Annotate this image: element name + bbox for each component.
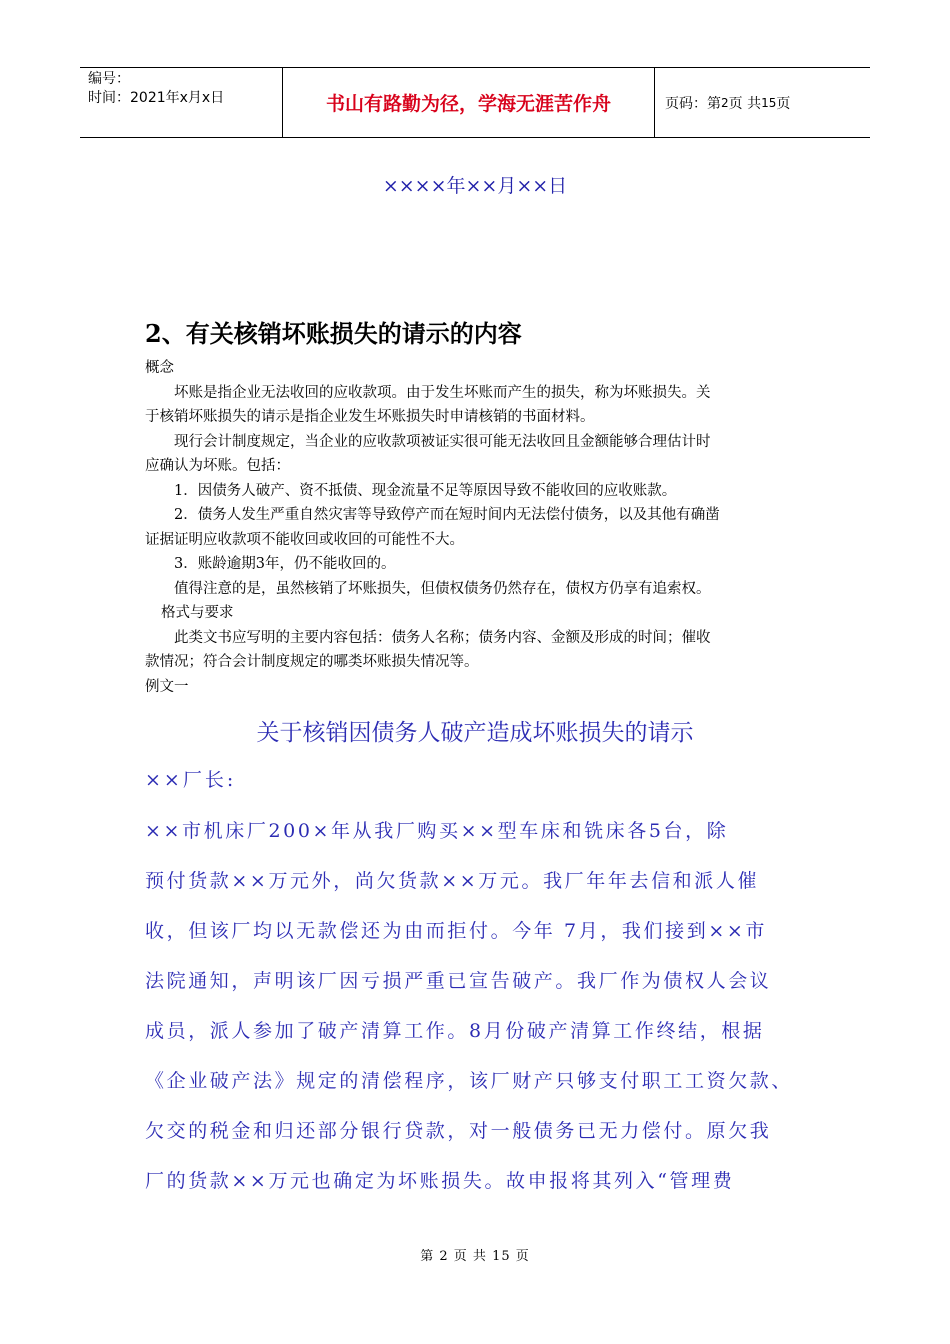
concept-paragraph-1-line-2: 于核销坏账损失的请示是指企业发生坏账损失时申请核销的书面材料。 xyxy=(145,409,595,425)
document-time-label: 时间：2021年x月x日 xyxy=(88,90,225,106)
example-title: 关于核销因债务人破产造成坏账损失的请示 xyxy=(256,720,694,746)
section-title: 2、有关核销坏账损失的请示的内容 xyxy=(145,319,522,348)
header-page-prefix: 页码：第 xyxy=(665,95,721,112)
concept-note: 值得注意的是，虽然核销了坏账损失，但债权债务仍然存在，债权方仍享有追索权。 xyxy=(174,580,711,597)
header-motto: 书山有路勤为径，学海无涯苦作舟 xyxy=(282,68,655,137)
header-page-total: 15 xyxy=(761,95,777,110)
example-label: 例文一 xyxy=(145,678,189,695)
concept-paragraph-2-line-1: 现行会计制度规定，当企业的应收款项被证实很可能无法收回且金额能够合理估计时 xyxy=(174,433,711,450)
example-line: 成员，派人参加了破产清算工作。8月份破产清算工作终结，根据 xyxy=(145,1020,765,1042)
example-line: 收，但该厂均以无款偿还为由而拒付。今年 7月，我们接到××市 xyxy=(145,920,767,942)
page-header xyxy=(80,67,870,138)
concept-item-2-line-2: 证据证明应收款项不能收回或收回的可能性不大。 xyxy=(145,531,464,548)
example-line: 预付货款××万元外，尚欠货款××万元。我厂年年去信和派人催 xyxy=(145,870,760,892)
header-meta xyxy=(80,68,282,137)
concept-item-1: 1．因债务人破产、资不抵债、现金流量不足等原因导致不能收回的应收账款。 xyxy=(174,482,677,499)
footer-suffix: 页 xyxy=(515,1249,530,1264)
concept-paragraph-2-line-2: 应确认为坏账。包括： xyxy=(145,458,290,474)
header-page-current: 2 xyxy=(721,95,729,110)
header-page-suffix: 页 xyxy=(776,95,791,112)
concept-item-2-line-1: 2．债务人发生严重自然灾害等导致停产而在短时间内无法偿付债务，以及其他有确凿 xyxy=(174,507,720,523)
concept-item-3: 3．账龄逾期3年，仍不能收回的。 xyxy=(174,556,396,572)
example-line: 厂的货款××万元也确定为坏账损失。故申报将其列入“管理费 xyxy=(145,1170,735,1192)
header-page-indicator xyxy=(655,68,870,137)
example-line: 法院通知，声明该厂因亏损严重已宣告破产。我厂作为债权人会议 xyxy=(145,970,772,992)
concept-heading: 概念 xyxy=(145,360,174,376)
example-salutation: ××厂长: xyxy=(145,769,237,791)
footer-total-pages: 15 xyxy=(492,1249,511,1264)
concept-paragraph-1-line-1: 坏账是指企业无法收回的应收款项。由于发生坏账而产生的损失，称为坏账损失。关 xyxy=(174,384,711,401)
footer-prefix: 第 xyxy=(420,1249,435,1264)
example-line: ××市机床厂200×年从我厂购买××型车床和铣床各5台，除 xyxy=(145,820,729,842)
date-line: ××××年××月××日 xyxy=(382,175,568,197)
page-footer xyxy=(0,1245,950,1264)
header-page-mid: 页 共 xyxy=(728,95,762,112)
format-paragraph-line-1: 此类文书应写明的主要内容包括：债务人名称；债务内容、金额及形成的时间；催收 xyxy=(174,629,711,646)
example-line: 欠交的税金和归还部分银行贷款，对一般债务已无力偿付。原欠我 xyxy=(145,1120,772,1142)
format-heading: 格式与要求 xyxy=(161,605,234,621)
example-body xyxy=(145,806,807,1206)
footer-mid: 页 共 xyxy=(453,1249,487,1264)
example-line: 《企业破产法》规定的清偿程序，该厂财产只够支付职工工资欠款、 xyxy=(145,1070,794,1092)
format-paragraph-line-2: 款情况；符合会计制度规定的哪类坏账损失情况等。 xyxy=(145,654,479,670)
footer-current-page: 2 xyxy=(439,1249,449,1264)
document-number-label: 编号： xyxy=(88,71,130,87)
concept-section xyxy=(145,356,807,699)
